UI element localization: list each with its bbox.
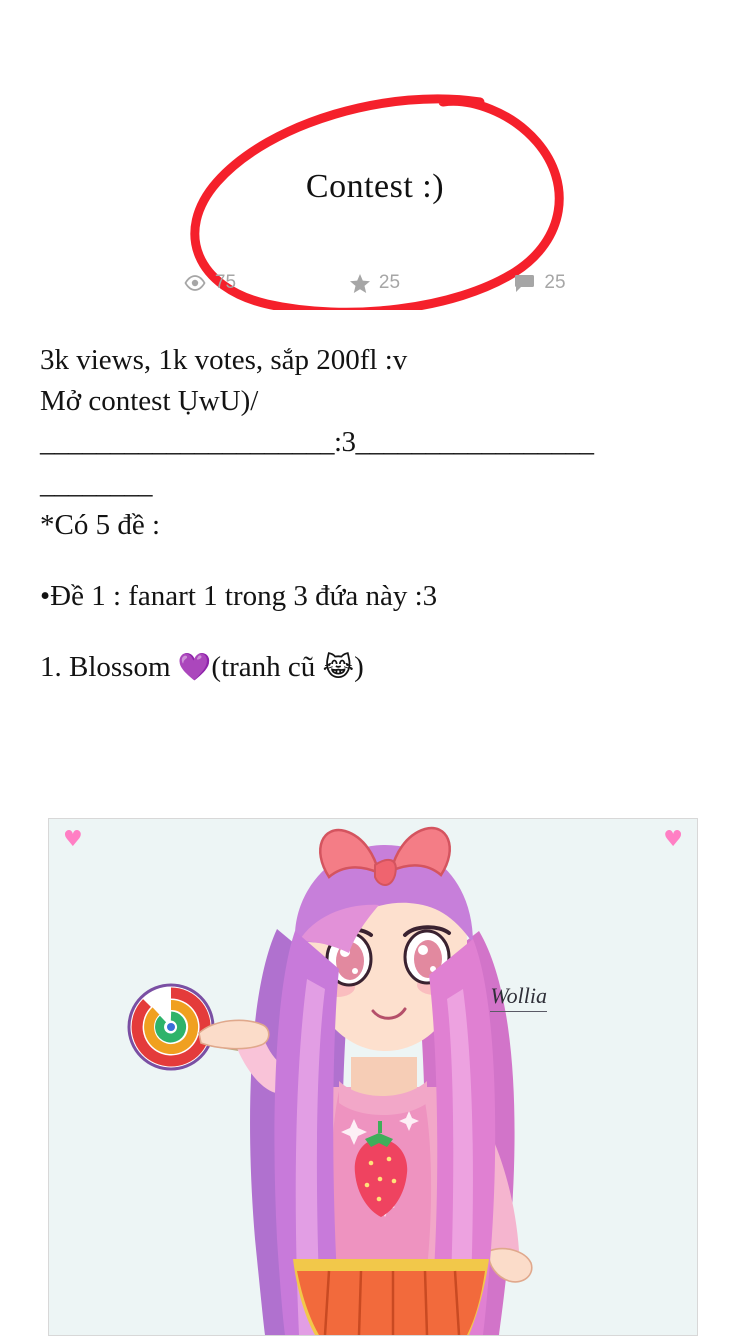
body-line: Mở contest ỤwU)/ [40, 385, 259, 418]
body-line: ________ [40, 467, 152, 500]
votes-stat[interactable] [293, 272, 458, 294]
votes-count: 25 [378, 272, 401, 293]
comments-stat[interactable] [458, 272, 623, 294]
blossom-note-open: (tranh cũ [211, 651, 323, 684]
page-title: Contest :) [305, 168, 445, 205]
joy-cat-icon: 😹 [322, 652, 355, 684]
body-line: •Đề 1 : fanart 1 trong 3 đứa này :3 [40, 579, 438, 612]
heart-decor-icon-left: ♥ [63, 827, 83, 852]
body-line: *Có 5 đề : [40, 508, 161, 541]
heart-decor-icon-right: ♥ [663, 827, 683, 852]
blossom-label: 1. Blossom [40, 651, 178, 684]
comment-icon [514, 274, 535, 293]
artwork-illustration [49, 819, 697, 1335]
body-line: _____________________:3_________________ [40, 426, 594, 459]
spacer [40, 546, 710, 576]
body-line: 3k views, 1k votes, sắp 200fl :v [40, 344, 408, 376]
post-header [0, 0, 750, 250]
purple-heart-icon: 💜 [177, 652, 212, 684]
artwork-signature: Wollia [490, 983, 547, 1012]
post-stats [0, 272, 750, 294]
post-body [40, 340, 710, 688]
blossom-note-close: ) [354, 651, 364, 684]
star-icon [350, 274, 370, 293]
body-line-blossom [40, 647, 710, 688]
eye-icon [184, 275, 206, 291]
views-stat[interactable] [128, 272, 293, 294]
comments-count: 25 [544, 272, 566, 293]
artwork-image[interactable] [48, 818, 698, 1336]
views-count: 75 [214, 272, 237, 293]
spacer [40, 617, 710, 647]
